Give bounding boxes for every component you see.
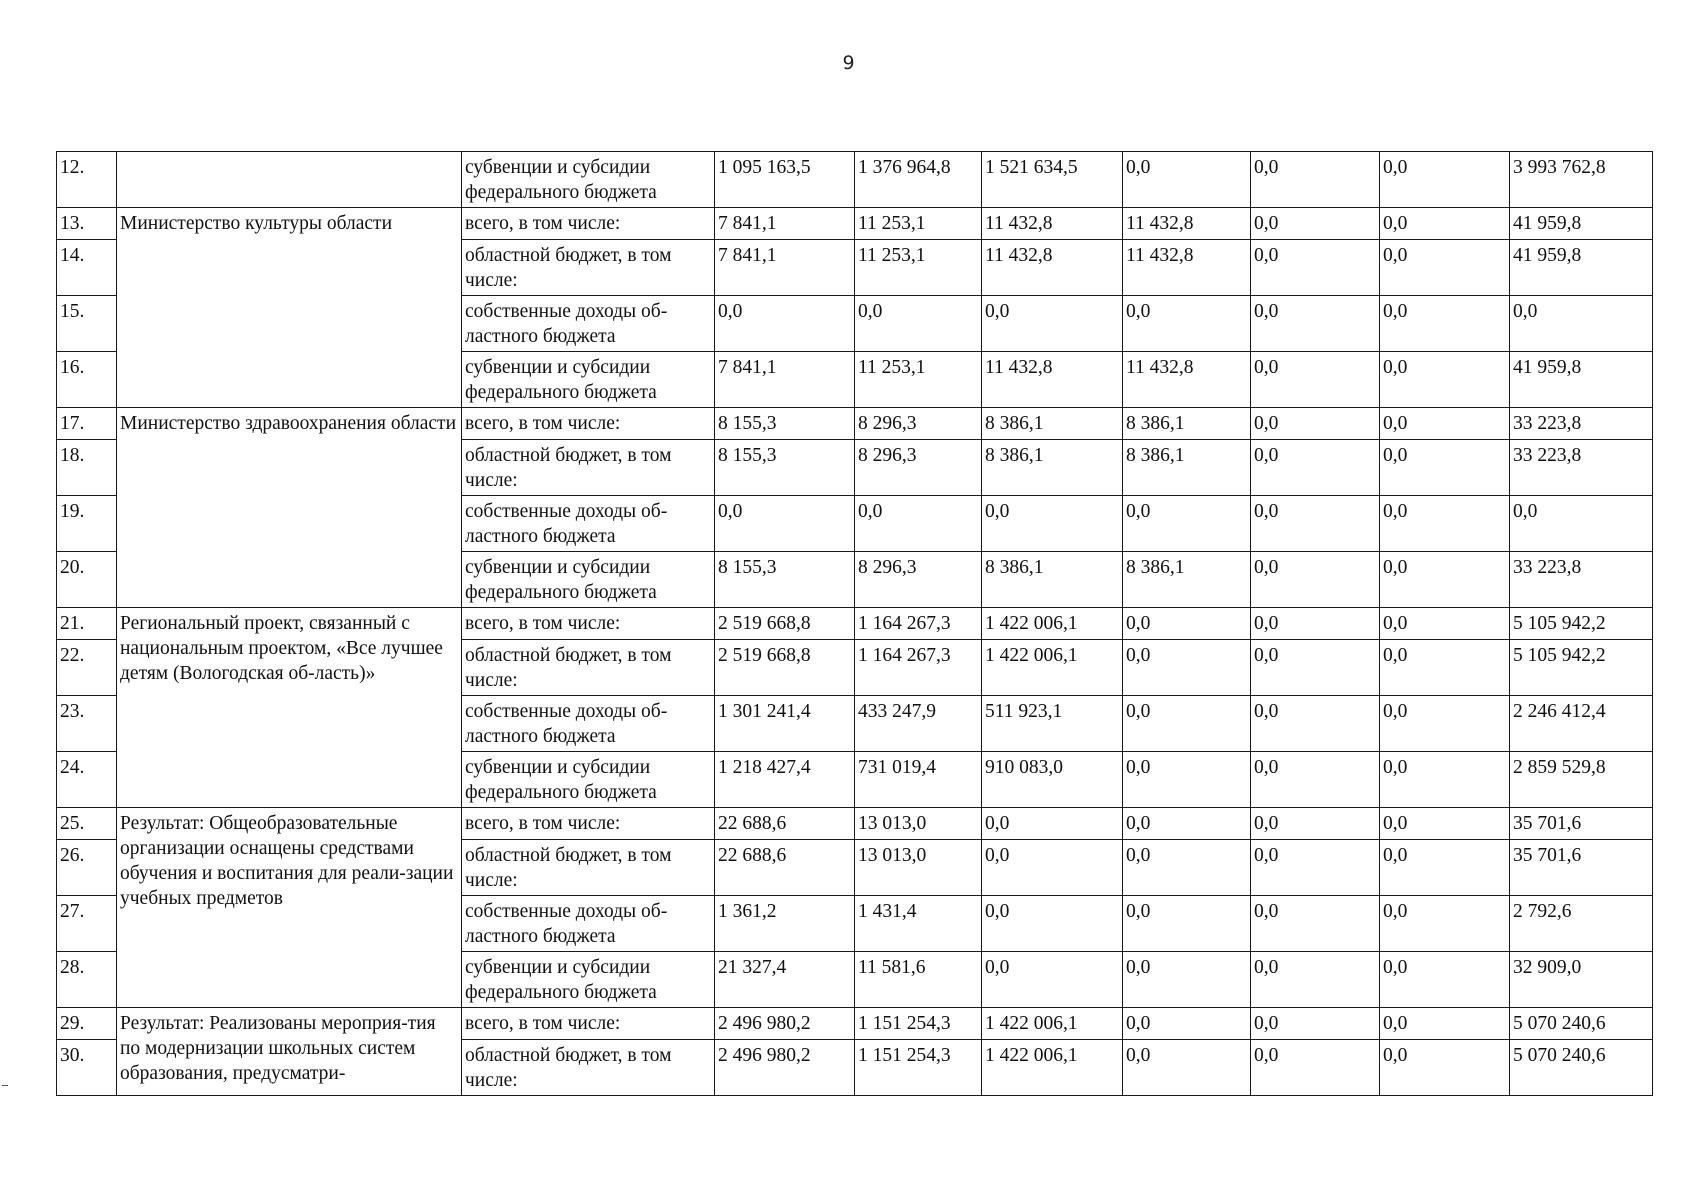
value-cell: 0,0 <box>1123 840 1251 896</box>
value-cell: 0,0 <box>1380 696 1510 752</box>
value-cell: 0,0 <box>1123 296 1251 352</box>
row-number-cell: 20. <box>57 552 117 608</box>
responsible-executor-cell: Результат: Реализованы мероприя-тия по модернизации школьных систем образования, предусматри- <box>117 1008 462 1096</box>
value-cell: 731 019,4 <box>855 752 982 808</box>
row-number-cell: 24. <box>57 752 117 808</box>
value-cell: 7 841,1 <box>715 352 855 408</box>
value-cell: 0,0 <box>1510 296 1653 352</box>
funding-source-cell: собственные доходы об-ластного бюджета <box>462 296 715 352</box>
value-cell: 11 253,1 <box>855 352 982 408</box>
value-cell: 0,0 <box>1123 952 1251 1008</box>
value-cell: 0,0 <box>982 840 1123 896</box>
value-cell: 0,0 <box>1380 752 1510 808</box>
funding-source-cell: всего, в том числе: <box>462 808 715 840</box>
funding-source-cell: субвенции и субсидии федерального бюджета <box>462 752 715 808</box>
value-cell: 0,0 <box>1380 152 1510 208</box>
value-cell: 0,0 <box>1380 408 1510 440</box>
value-cell: 11 432,8 <box>982 352 1123 408</box>
value-cell: 0,0 <box>1251 952 1380 1008</box>
row-number-cell: 30. <box>57 1040 117 1096</box>
row-number-cell: 23. <box>57 696 117 752</box>
value-cell: 1 422 006,1 <box>982 640 1123 696</box>
value-cell: 0,0 <box>1380 896 1510 952</box>
value-cell: 0,0 <box>1251 152 1380 208</box>
value-cell: 0,0 <box>1251 608 1380 640</box>
value-cell: 32 909,0 <box>1510 952 1653 1008</box>
funding-source-cell: областной бюджет, в том числе: <box>462 440 715 496</box>
row-number-cell: 29. <box>57 1008 117 1040</box>
funding-source-cell: областной бюджет, в том числе: <box>462 1040 715 1096</box>
value-cell: 13 013,0 <box>855 808 982 840</box>
value-cell: 1 422 006,1 <box>982 1008 1123 1040</box>
value-cell: 1 151 254,3 <box>855 1008 982 1040</box>
value-cell: 0,0 <box>1251 496 1380 552</box>
value-cell: 2 519 668,8 <box>715 640 855 696</box>
row-number-cell: 15. <box>57 296 117 352</box>
value-cell: 8 386,1 <box>982 440 1123 496</box>
value-cell: 0,0 <box>855 296 982 352</box>
table-body <box>57 152 1653 1096</box>
value-cell: 13 013,0 <box>855 840 982 896</box>
value-cell: 433 247,9 <box>855 696 982 752</box>
value-cell: 1 151 254,3 <box>855 1040 982 1096</box>
value-cell: 1 521 634,5 <box>982 152 1123 208</box>
value-cell: 1 431,4 <box>855 896 982 952</box>
value-cell: 0,0 <box>1380 496 1510 552</box>
value-cell: 8 296,3 <box>855 552 982 608</box>
value-cell: 7 841,1 <box>715 240 855 296</box>
row-number-cell: 22. <box>57 640 117 696</box>
value-cell: 0,0 <box>1123 152 1251 208</box>
value-cell: 1 422 006,1 <box>982 608 1123 640</box>
funding-source-cell: всего, в том числе: <box>462 1008 715 1040</box>
responsible-executor-cell: Министерство здравоохранения области <box>117 408 462 608</box>
value-cell: 0,0 <box>1251 552 1380 608</box>
value-cell: 0,0 <box>1123 696 1251 752</box>
value-cell: 5 070 240,6 <box>1510 1040 1653 1096</box>
table-row <box>57 808 1653 840</box>
value-cell: 511 923,1 <box>982 696 1123 752</box>
table-row <box>57 408 1653 440</box>
budget-table <box>56 151 1653 1096</box>
funding-source-cell: субвенции и субсидии федерального бюджета <box>462 152 715 208</box>
row-number-cell: 28. <box>57 952 117 1008</box>
value-cell: 0,0 <box>1123 1040 1251 1096</box>
value-cell: 0,0 <box>715 496 855 552</box>
table-row <box>57 608 1653 640</box>
funding-source-cell: областной бюджет, в том числе: <box>462 840 715 896</box>
value-cell: 0,0 <box>1123 1008 1251 1040</box>
value-cell: 0,0 <box>1380 240 1510 296</box>
value-cell: 0,0 <box>1380 808 1510 840</box>
row-number-cell: 12. <box>57 152 117 208</box>
value-cell: 11 253,1 <box>855 208 982 240</box>
value-cell: 0,0 <box>982 952 1123 1008</box>
row-number-cell: 25. <box>57 808 117 840</box>
value-cell: 33 223,8 <box>1510 552 1653 608</box>
row-number-cell: 17. <box>57 408 117 440</box>
value-cell: 0,0 <box>1123 896 1251 952</box>
value-cell: 41 959,8 <box>1510 208 1653 240</box>
value-cell: 0,0 <box>1251 640 1380 696</box>
value-cell: 0,0 <box>1380 608 1510 640</box>
responsible-executor-cell: Министерство культуры области <box>117 208 462 408</box>
value-cell: 0,0 <box>1251 840 1380 896</box>
funding-source-cell: собственные доходы об-ластного бюджета <box>462 496 715 552</box>
value-cell: 0,0 <box>1251 296 1380 352</box>
value-cell: 35 701,6 <box>1510 840 1653 896</box>
value-cell: 0,0 <box>1123 752 1251 808</box>
value-cell: 5 105 942,2 <box>1510 640 1653 696</box>
funding-source-cell: субвенции и субсидии федерального бюджета <box>462 352 715 408</box>
value-cell: 8 386,1 <box>1123 408 1251 440</box>
value-cell: 2 246 412,4 <box>1510 696 1653 752</box>
value-cell: 22 688,6 <box>715 840 855 896</box>
value-cell: 0,0 <box>982 496 1123 552</box>
value-cell: 5 105 942,2 <box>1510 608 1653 640</box>
value-cell: 8 386,1 <box>1123 552 1251 608</box>
value-cell: 0,0 <box>855 496 982 552</box>
value-cell: 0,0 <box>1380 352 1510 408</box>
funding-source-cell: собственные доходы об-ластного бюджета <box>462 696 715 752</box>
page-number: 9 <box>842 52 855 74</box>
value-cell: 2 859 529,8 <box>1510 752 1653 808</box>
value-cell: 1 301 241,4 <box>715 696 855 752</box>
value-cell: 1 095 163,5 <box>715 152 855 208</box>
funding-source-cell: всего, в том числе: <box>462 208 715 240</box>
row-number-cell: 21. <box>57 608 117 640</box>
value-cell: 2 496 980,2 <box>715 1008 855 1040</box>
value-cell: 2 496 980,2 <box>715 1040 855 1096</box>
responsible-executor-cell: Результат: Общеобразовательные организации оснащены средствами обучения и воспитания для реали-зации учебных предметов <box>117 808 462 1008</box>
funding-source-cell: областной бюджет, в том числе: <box>462 640 715 696</box>
responsible-executor-cell: Региональный проект, связанный с национальным проектом, «Все лучшее детям (Вологодская об-ласть)» <box>117 608 462 808</box>
funding-source-cell: собственные доходы об-ластного бюджета <box>462 896 715 952</box>
row-number-cell: 26. <box>57 840 117 896</box>
value-cell: 0,0 <box>1380 952 1510 1008</box>
value-cell: 0,0 <box>982 808 1123 840</box>
value-cell: 8 386,1 <box>1123 440 1251 496</box>
value-cell: 1 376 964,8 <box>855 152 982 208</box>
value-cell: 2 519 668,8 <box>715 608 855 640</box>
value-cell: 0,0 <box>1123 608 1251 640</box>
funding-source-cell: областной бюджет, в том числе: <box>462 240 715 296</box>
value-cell: 0,0 <box>1123 496 1251 552</box>
funding-source-cell: всего, в том числе: <box>462 408 715 440</box>
table-row <box>57 1008 1653 1040</box>
value-cell: 11 432,8 <box>1123 208 1251 240</box>
value-cell: 0,0 <box>1380 1008 1510 1040</box>
value-cell: 41 959,8 <box>1510 240 1653 296</box>
value-cell: 0,0 <box>1380 552 1510 608</box>
value-cell: 8 296,3 <box>855 408 982 440</box>
value-cell: 8 155,3 <box>715 440 855 496</box>
value-cell: 11 432,8 <box>1123 240 1251 296</box>
value-cell: 910 083,0 <box>982 752 1123 808</box>
value-cell: 8 386,1 <box>982 552 1123 608</box>
value-cell: 21 327,4 <box>715 952 855 1008</box>
value-cell: 0,0 <box>1380 208 1510 240</box>
value-cell: 1 218 427,4 <box>715 752 855 808</box>
funding-source-cell: всего, в том числе: <box>462 608 715 640</box>
value-cell: 0,0 <box>1251 1008 1380 1040</box>
value-cell: 0,0 <box>715 296 855 352</box>
value-cell: 1 422 006,1 <box>982 1040 1123 1096</box>
value-cell: 8 155,3 <box>715 552 855 608</box>
table-row <box>57 152 1653 208</box>
value-cell: 0,0 <box>1251 440 1380 496</box>
value-cell: 0,0 <box>1380 1040 1510 1096</box>
value-cell: 22 688,6 <box>715 808 855 840</box>
value-cell: 41 959,8 <box>1510 352 1653 408</box>
value-cell: 11 432,8 <box>982 208 1123 240</box>
value-cell: 11 253,1 <box>855 240 982 296</box>
value-cell: 0,0 <box>1251 408 1380 440</box>
value-cell: 3 993 762,8 <box>1510 152 1653 208</box>
value-cell: 1 361,2 <box>715 896 855 952</box>
value-cell: 8 296,3 <box>855 440 982 496</box>
value-cell: 0,0 <box>1251 208 1380 240</box>
funding-source-cell: субвенции и субсидии федерального бюджета <box>462 552 715 608</box>
value-cell: 11 432,8 <box>982 240 1123 296</box>
value-cell: 0,0 <box>1380 296 1510 352</box>
row-number-cell: 27. <box>57 896 117 952</box>
value-cell: 0,0 <box>1251 808 1380 840</box>
value-cell: 1 164 267,3 <box>855 640 982 696</box>
value-cell: 0,0 <box>982 296 1123 352</box>
value-cell: 33 223,8 <box>1510 440 1653 496</box>
value-cell: 0,0 <box>1251 352 1380 408</box>
value-cell: 35 701,6 <box>1510 808 1653 840</box>
value-cell: 0,0 <box>1123 808 1251 840</box>
value-cell: 0,0 <box>1251 752 1380 808</box>
value-cell: 11 581,6 <box>855 952 982 1008</box>
funding-source-cell: субвенции и субсидии федерального бюджета <box>462 952 715 1008</box>
value-cell: 0,0 <box>1251 696 1380 752</box>
value-cell: 0,0 <box>1510 496 1653 552</box>
scan-edge-mark <box>2 1085 8 1086</box>
value-cell: 33 223,8 <box>1510 408 1653 440</box>
row-number-cell: 18. <box>57 440 117 496</box>
value-cell: 2 792,6 <box>1510 896 1653 952</box>
value-cell: 0,0 <box>1380 840 1510 896</box>
table-row <box>57 208 1653 240</box>
row-number-cell: 19. <box>57 496 117 552</box>
row-number-cell: 13. <box>57 208 117 240</box>
value-cell: 0,0 <box>1380 640 1510 696</box>
value-cell: 8 155,3 <box>715 408 855 440</box>
value-cell: 0,0 <box>1251 240 1380 296</box>
responsible-executor-cell <box>117 152 462 208</box>
row-number-cell: 14. <box>57 240 117 296</box>
value-cell: 0,0 <box>1251 1040 1380 1096</box>
value-cell: 0,0 <box>1123 640 1251 696</box>
value-cell: 0,0 <box>982 896 1123 952</box>
value-cell: 0,0 <box>1380 440 1510 496</box>
value-cell: 8 386,1 <box>982 408 1123 440</box>
value-cell: 5 070 240,6 <box>1510 1008 1653 1040</box>
value-cell: 11 432,8 <box>1123 352 1251 408</box>
value-cell: 0,0 <box>1251 896 1380 952</box>
row-number-cell: 16. <box>57 352 117 408</box>
value-cell: 1 164 267,3 <box>855 608 982 640</box>
value-cell: 7 841,1 <box>715 208 855 240</box>
